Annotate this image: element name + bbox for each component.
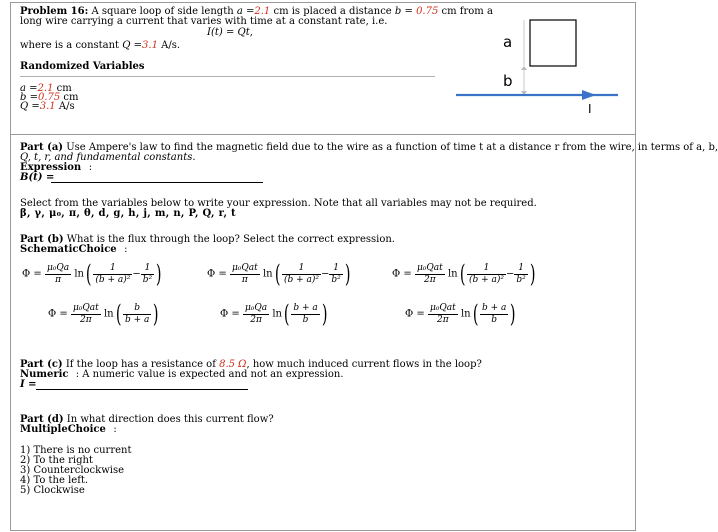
part-b-heading: Part (b) <box>20 234 64 245</box>
part-b-text: What is the flux through the loop? Select the correct expression. <box>66 234 395 245</box>
part-d-heading: Part (d) <box>20 414 64 425</box>
b-value: 0.75 <box>416 6 439 17</box>
b-symbol: b = <box>394 6 413 17</box>
current-formula: I(t) = Qt, <box>207 27 253 38</box>
q-symbol: Q = <box>122 40 143 51</box>
choice-option-2[interactable]: Φ = $\frac{\text{μ₀Qat}}{\pi}$ ln( $\frac{1}{\text{(b + a)²}}$ − $\frac{1}{\text{b²}}$ ) <box>207 260 351 288</box>
q-value: 3.1 <box>142 40 158 51</box>
square-loop <box>530 20 576 66</box>
choice-5[interactable]: 5) Clockwise <box>20 485 85 496</box>
part-b-type: SchematicChoice : <box>20 244 128 255</box>
part-c-answer-label: I = <box>20 379 37 390</box>
part-c-question: Part (c) If the loop has a resistance of 8.5 Ω, how much induced current flows in the loop? <box>20 359 482 370</box>
choice-option-5[interactable]: Φ = $\frac{\text{μ₀Qa}}{2\pi}$ ln( $\frac{b + a}{b}$ ) <box>220 300 328 328</box>
choice-option-4[interactable]: Φ = $\frac{\text{μ₀Qat}}{2\pi}$ ln( $\frac{b}{b + a}$ ) <box>48 300 159 328</box>
randomized-heading: Randomized Variables <box>20 61 145 72</box>
part-a-text: Use Ampere's law to find the magnetic field due to the wire as a function of time t at a distance r from the wire, in terms of a, b, <box>66 142 718 153</box>
statement-text: cm from a <box>441 6 493 17</box>
choice-option-6[interactable]: Φ = $\frac{\text{μ₀Qat}}{2\pi}$ ln( $\frac{b + a}{b}$ ) <box>405 300 516 328</box>
loop-figure <box>450 10 630 120</box>
label-current: I <box>588 102 592 116</box>
part-a-answer <box>20 172 54 183</box>
current-arrow-icon <box>582 90 596 100</box>
answer-label: B(t) = <box>20 172 55 183</box>
statement-line-2: long wire carrying a current that varies with time at a constant rate, i.e. <box>20 16 388 27</box>
section-divider <box>10 134 635 135</box>
resistance-value: 8.5 Ω <box>219 359 247 370</box>
part-a-select-text: Select from the variables below to write your expression. Note that all variables may not be required. <box>20 198 537 209</box>
randomized-variables <box>20 84 79 111</box>
choice-list <box>20 446 131 496</box>
choice-option-3[interactable]: Φ = $\frac{\text{μ₀Qat}}{2\pi}$ ln( $\frac{1}{\text{(b + a)²}}$ − $\frac{1}{\text{b²}}$ ) <box>392 260 536 288</box>
part-a-variable-list[interactable]: β, γ, μ₀, π, θ, d, g, h, j, m, n, P, Q, r, t <box>20 208 236 219</box>
choice-option-1[interactable]: Φ = $\frac{\text{μ₀Qa}}{\pi}$ ln( $\frac{1}{\text{(b + a)²}}$ − $\frac{1}{\text{b²}}$ ) <box>22 260 162 288</box>
choice-4[interactable]: 4) To the left. <box>20 475 89 486</box>
label-b: b <box>503 72 513 90</box>
part-d-question: Part (d) In what direction does this current flow? <box>20 414 274 425</box>
part-a-type: Expression : <box>20 162 93 173</box>
where-line <box>20 40 180 51</box>
variable-b: b =0.75 cm <box>20 92 79 103</box>
statement-text: A square loop of side length <box>91 6 234 17</box>
part-c-heading: Part (c) <box>20 359 63 370</box>
part-a-heading: Part (a) <box>20 142 64 153</box>
variable-a: a =2.1 cm <box>20 83 72 94</box>
b-answer-input[interactable] <box>51 173 263 183</box>
current-answer-input[interactable] <box>36 380 248 390</box>
where-unit: A/s. <box>161 40 181 51</box>
where-text: where is a constant <box>20 40 120 51</box>
statement-text: cm is placed a distance <box>273 6 392 17</box>
choice-1[interactable]: 1) There is no current <box>20 445 132 456</box>
part-d-type: MultipleChoice : <box>20 424 117 435</box>
problem-title: Problem 16: <box>20 6 89 17</box>
choice-3[interactable]: 3) Counterclockwise <box>20 465 124 476</box>
a-symbol: a = <box>236 6 255 17</box>
a-value: 2.1 <box>254 6 271 17</box>
part-a-text-2: Q, t, r, and fundamental constants. <box>20 152 196 163</box>
choice-2[interactable]: 2) To the right <box>20 455 93 466</box>
divider <box>20 76 435 77</box>
variable-q: Q =3.1 A/s <box>20 101 75 112</box>
part-c-type: Numeric : A numeric value is expected and not an expression. <box>20 369 344 380</box>
label-a: a <box>503 33 513 51</box>
